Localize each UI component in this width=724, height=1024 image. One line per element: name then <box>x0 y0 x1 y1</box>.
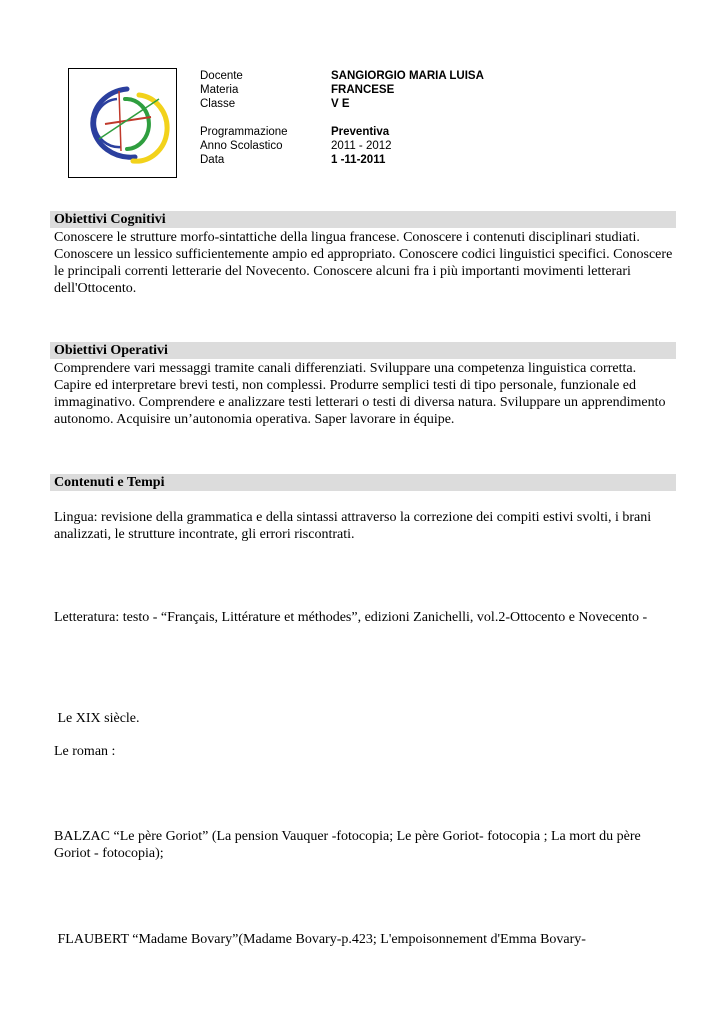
cognitivi-text: Conoscere le strutture morfo-sintattiche della lingua francese. Conoscere i contenuti disciplinari studiati. Conoscere un lessico sufficientemente ampio ed appropriato. Conoscere codici linguistici specifici. Conoscere le principali correnti letterarie del Novecento. Conoscere alcuni fra i più importanti movimenti letterari dell'Ottocento. <box>54 230 673 296</box>
label-materia: Materia <box>200 84 239 96</box>
label-programmazione: Programmazione <box>200 126 288 138</box>
value-docente: SANGIORGIO MARIA LUISA <box>331 70 484 82</box>
logo-green-arc <box>125 99 149 149</box>
value-materia: FRANCESE <box>331 84 395 96</box>
value-classe: V E <box>331 98 350 110</box>
header-values <box>331 69 484 167</box>
logo-frame <box>68 68 177 178</box>
section-title-contenuti: Contenuti e Tempi <box>50 474 676 491</box>
label-classe: Classe <box>200 98 236 110</box>
school-logo-icon <box>69 69 176 177</box>
contenuti-flaubert: FLAUBERT “Madame Bovary”(Madame Bovary-p.423; L'empoisonnement d'Emma Bovary- <box>54 932 586 947</box>
contenuti-roman: Le roman : <box>54 744 116 759</box>
value-data: 1 -11-2011 <box>331 154 386 166</box>
contenuti-balzac: BALZAC “Le père Goriot” (La pension Vauquer -fotocopia; Le père Goriot- fotocopia ; La mort du père Goriot - fotocopia); <box>54 829 641 861</box>
section-title-cognitivi: Obiettivi Cognitivi <box>50 211 676 228</box>
contenuti-lingua: Lingua: revisione della grammatica e della sintassi attraverso la correzione dei compiti estivi svolti, i brani analizzati, le strutture incontrate, gli errori riscontrati. <box>54 510 652 542</box>
operativi-text: Comprendere vari messaggi tramite canali differenziati. Sviluppare una competenza linguistica corretta. Capire ed interpretare brevi testi, non complessi. Produrre semplici testi di tipo personale, funzionale ed immaginativo. Comprendere e analizzare testi letterari o testi di diversa natura. Sviluppare un apprendimento autonomo. Acquisire un’autonomia operativa. Saper lavorare in équipe. <box>54 361 666 427</box>
value-programmazione: Preventiva <box>331 126 390 138</box>
contenuti-letteratura: Letteratura: testo - “Français, Littérature et méthodes”, edizioni Zanichelli, vol.2-Ottocento e Novecento - <box>54 610 648 625</box>
section-title-operativi: Obiettivi Operativi <box>50 342 676 359</box>
contenuti-siecle: Le XIX siècle. <box>54 711 140 726</box>
label-anno: Anno Scolastico <box>200 140 283 152</box>
value-anno: 2011 - 2012 <box>331 140 392 152</box>
header-labels <box>200 69 288 167</box>
logo-red-vertical <box>119 91 121 151</box>
label-docente: Docente <box>200 70 243 82</box>
label-data: Data <box>200 154 225 166</box>
